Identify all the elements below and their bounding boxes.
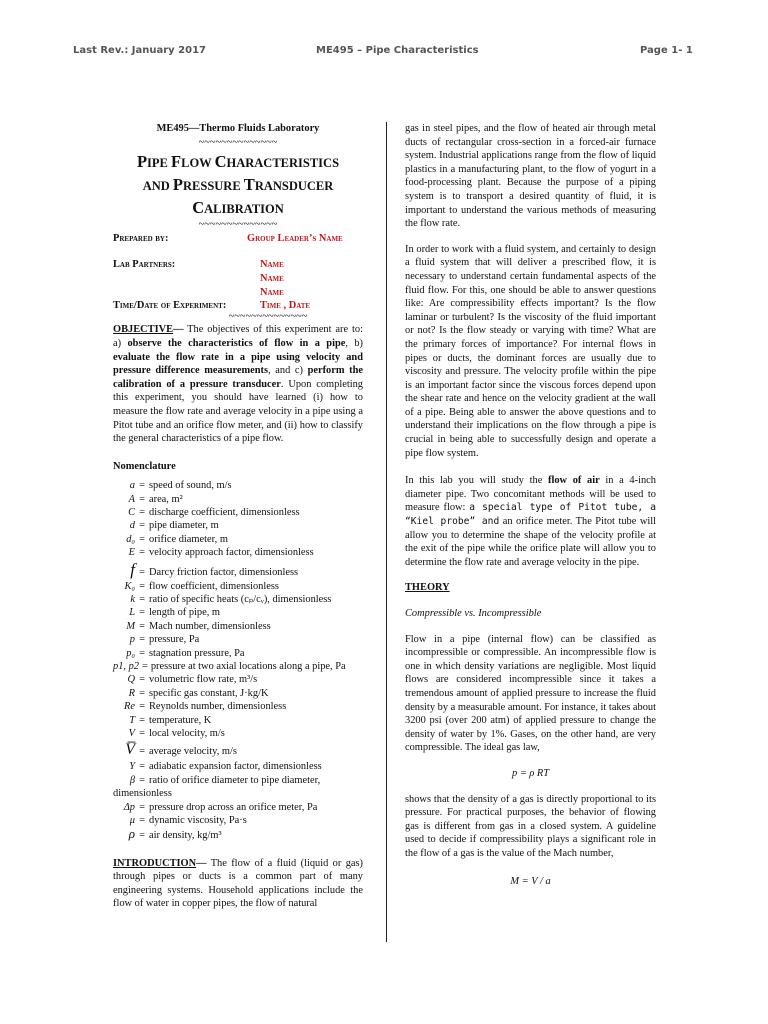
subsection-heading: Compressible vs. Incompressible — [405, 608, 542, 619]
partner-name: Name — [260, 272, 284, 284]
time-date-row — [113, 299, 363, 313]
tilde-divider: ~~~~~~~~~~~~~~ — [198, 219, 278, 231]
nomenclature-item: R = specific gas constant, J·kg/K — [128, 687, 269, 699]
nomenclature-item: Y = adiabatic expansion factor, dimensionless — [129, 761, 322, 773]
header-right: Page 1- 1 — [640, 45, 693, 56]
partner-name: Name — [260, 259, 284, 271]
paragraph: shows that the density of a gas is directly proportional to its pressure. For practical purposes, the behavior of flowing gas is different from gas in a closed system. A guideline used to decide if compressibility plays a significant role in the flow of a gas is the value of the Mach number, — [405, 793, 656, 859]
nomenclature-item: V = local velocity, m/s — [128, 727, 225, 739]
header-left: Last Rev.: January 2017 — [73, 45, 207, 56]
nomenclature-item: Q = volumetric flow rate, m³/s — [127, 674, 258, 686]
nomenclature-item: A = area, m² — [128, 493, 183, 505]
nomenclature-list — [113, 479, 363, 840]
left-column — [113, 122, 363, 911]
column-divider — [386, 122, 387, 942]
nomenclature-item: f = Darcy friction factor, dimensionless — [130, 559, 299, 579]
nomenclature-item: M = Mach number, dimensionless — [126, 620, 271, 632]
nomenclature-item: T = temperature, K — [129, 714, 212, 726]
nomenclature-item: p1, p2 = pressure at two axial locations along a pipe, Pa — [113, 660, 346, 672]
prepared-by-row — [113, 232, 363, 246]
nomenclature-item: V̅ = average velocity, m/s — [125, 741, 237, 759]
paragraph: gas in steel pipes, and the flow of heated air through metal ducts of rectangular cross-section in a forced-air furnace system. Industrial applications range from the flow of liquid plastics in a manufacturing plant, to the flow of yogurt in a food-processing plant. Because the purpose of a piping system is to transport a desired quantity of fluid, it is important to understand the various methods of measuring the flow rate. — [405, 123, 656, 230]
nomenclature-item: L = length of pipe, m — [129, 607, 220, 619]
partner-name: Name — [260, 286, 284, 298]
equation: M = V / a — [510, 875, 551, 887]
lab-partners-row — [113, 258, 363, 272]
nomenclature-item: C = discharge coefficient, dimensionless — [128, 507, 300, 519]
right-column — [405, 122, 656, 888]
prepared-by-value: Group Leader’s Name — [247, 232, 343, 244]
nomenclature-item: β = ratio of orifice diameter to pipe diameter, dimensionless — [113, 774, 321, 800]
paragraph: Flow in a pipe (internal flow) can be classified as incompressible or compressible. An incompressible flow is one in which density variations are negligible. Most liquid flows are considered incompressible since it takes a tremendous amount of applied pressure to increase the fluid density by a measurable amount. For instance, it takes about 3200 psi (over 200 atm) of applied pressure to change the density of water by 1%. Gases, on the other hand, are very compressible. The ideal gas law, — [405, 633, 656, 754]
introduction-paragraph: INTRODUCTION— The flow of a fluid (liquid or gas) through pipes or ducts is a common part of many engineering systems. Household applications include the flow of water in copper pipes, the flow of natural — [113, 857, 363, 910]
nomenclature-item: d₀ = orifice diameter, m — [126, 533, 228, 545]
nomenclature-item: ρ = air density, kg/m³ — [128, 826, 222, 842]
nomenclature-heading: Nomenclature — [113, 460, 176, 472]
nomenclature-item: p₀ = stagnation pressure, Pa — [126, 647, 245, 659]
objective-paragraph: OBJECTIVE— The objectives of this experiment are to: a) observe the characteristics of flow in a pipe, b) evaluate the flow rate in a pipe using velocity and pressure difference measurements, and c) perform the calibration of a pressure transducer. Upon completing this experiment, you should have learned (i) how to measure the flow rate and average velocity in a pipe using a Pitot tube and an orifice flow meter, and (ii) how to classify the general characteristics of a pipe flow. — [113, 324, 364, 445]
tilde-divider: ~~~~~~~~~~~~~~ — [228, 310, 308, 322]
nomenclature-item: d = pipe diameter, m — [129, 520, 219, 532]
lab-name: ME495—Thermo Fluids Laboratory — [156, 123, 320, 134]
equation: p = ρ RT — [511, 767, 550, 779]
lab-partners-label: Lab Partners: — [113, 259, 176, 271]
nomenclature-item: a = speed of sound, m/s — [129, 480, 232, 492]
time-date-value: Time , Date — [260, 300, 311, 312]
paragraph: In this lab you will study the flow of air in a 4-inch diameter pipe. Two concomitant methods will be used to measure flow: a special type of Pitot tube, a “Kiel probe” and an orifice meter. The Pitot tube will allow you to determine the shape of the velocity profile at the exit of the pipe while the orifice plate will allow you to determine the flow rate and average velocity in the pipe. — [405, 475, 657, 568]
nomenclature-item: μ = dynamic viscosity, Pa·s — [129, 814, 247, 826]
time-date-label: Time/Date of Experiment: — [113, 300, 227, 312]
objective-heading: OBJECTIVE — [113, 324, 174, 336]
tilde-divider: ~~~~~~~~~~~~~~ — [198, 136, 278, 148]
prepared-by-label: Prepared by: — [113, 232, 169, 244]
nomenclature-item: p = pressure, Pa — [129, 634, 200, 646]
nomenclature-item: E = velocity approach factor, dimensionless — [128, 547, 314, 559]
nomenclature-item: k = ratio of specific heats (cₚ/cᵥ), dimensionless — [130, 594, 332, 606]
header-center: ME495 – Pipe Characteristics — [316, 45, 479, 56]
document-title: PIPE FLOW CHARACTERISTICS AND PRESSURE TRANSDUCER CALIBRATION — [136, 152, 340, 218]
nomenclature-item: Re = Reynolds number, dimensionless — [124, 701, 287, 713]
paragraph: In order to work with a fluid system, and certainly to design a fluid system that will deliver a prescribed flow, it is necessary to understand certain fundamental aspects of the fluid flow. For this, one should be able to answer questions like: Are compressibility effects important? Is the flow laminar or turbulent? Is the viscosity of the fluid important or not? Is the flow steady or varying with time? What are the primary forces of importance? For internal flows in pipes or ducts, the dominant forces are usually due to viscosity and pressure. The velocity profile within the pipe is an important factor since the viscous forces depend upon the shear rate and hence on the velocity gradient at the wall of a pipe. Being able to answer the above questions and to understand their implications on the flow through a pipe is crucial in being able to successfully design and operate a pipe flow system. — [405, 243, 656, 459]
nomenclature-item: K₀ = flow coefficient, dimensionless — [124, 580, 279, 592]
introduction-heading: INTRODUCTION — [113, 857, 197, 869]
theory-heading: THEORY — [405, 582, 450, 594]
nomenclature-item: Δp = pressure drop across an orifice meter, Pa — [123, 801, 318, 813]
